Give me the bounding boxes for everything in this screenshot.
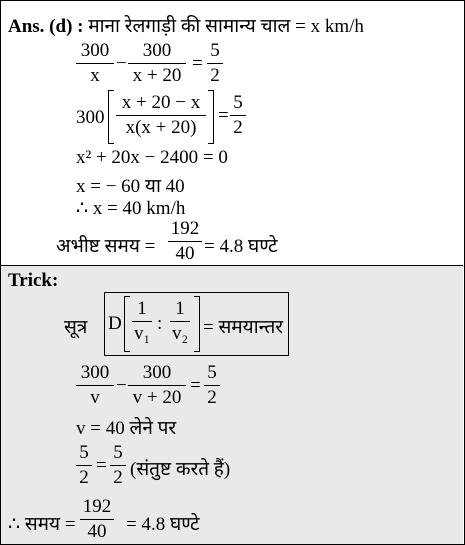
trick-eq1-fraction-3: 5 2 — [204, 362, 220, 409]
final-result: = 4.8 घण्टे — [126, 514, 200, 535]
eq2-fraction: x + 20 − x x(x + 20) — [116, 92, 206, 139]
trick-eq1-fraction-1: 300 v — [76, 362, 114, 409]
eq2-equals: = — [218, 105, 229, 126]
check-note: (संतुष्ट करते हैं) — [130, 459, 231, 480]
formula-D: D — [108, 313, 122, 334]
formula-fraction-1: 1 v₁ — [133, 298, 151, 344]
trick-title: Trick: — [8, 270, 59, 291]
eq1-minus: − — [116, 53, 127, 74]
cut-header — [0, 0, 463, 6]
check-fraction-2: 5 2 — [110, 442, 126, 489]
formula-rhs: = समयान्तर — [203, 317, 284, 338]
answer-line — [8, 12, 364, 38]
eq3-quadratic: x² + 20x − 2400 = 0 — [76, 147, 228, 168]
check-fraction-1: 5 2 — [76, 442, 92, 489]
final-label: ∴ समय = — [8, 514, 76, 535]
formula-label: सूत्र — [64, 317, 88, 338]
formula-colon: : — [157, 313, 163, 334]
trick-eq1-fraction-2: 300 v + 20 — [128, 362, 186, 409]
final-fraction: 192 40 — [80, 496, 114, 543]
time-label: अभीष्ट समय = — [56, 236, 156, 257]
answer-label: Ans. (d) : — [8, 16, 84, 37]
eq2-coefficient: 300 — [76, 107, 105, 128]
eq1-equals: = — [192, 53, 203, 74]
time-result: = 4.8 घण्टे — [204, 236, 278, 257]
formula-fraction-2: 1 v₂ — [171, 298, 189, 344]
formula-right-bracket — [194, 296, 200, 352]
eq5-result: ∴ x = 40 km/h — [76, 198, 186, 219]
answer-statement: माना रेलगाड़ी की सामान्य चाल = x km/h — [88, 16, 364, 37]
time-fraction: 192 40 — [168, 218, 202, 265]
eq1-fraction-2: 300 x + 20 — [128, 40, 186, 87]
eq4-roots: x = − 60 या 40 — [76, 176, 185, 197]
eq2-left-bracket — [108, 90, 114, 144]
check-equals: = — [96, 455, 107, 476]
eq2-fraction-rhs: 5 2 — [230, 92, 246, 139]
eq2-right-bracket — [208, 90, 214, 144]
formula-left-bracket — [124, 296, 130, 352]
trick-step: v = 40 लेने पर — [76, 418, 177, 439]
eq1-fraction-1: 300 x — [76, 40, 114, 87]
eq1-fraction-3: 5 2 — [207, 40, 223, 87]
trick-eq1-minus: − — [116, 375, 127, 396]
trick-eq1-equals: = — [190, 375, 201, 396]
